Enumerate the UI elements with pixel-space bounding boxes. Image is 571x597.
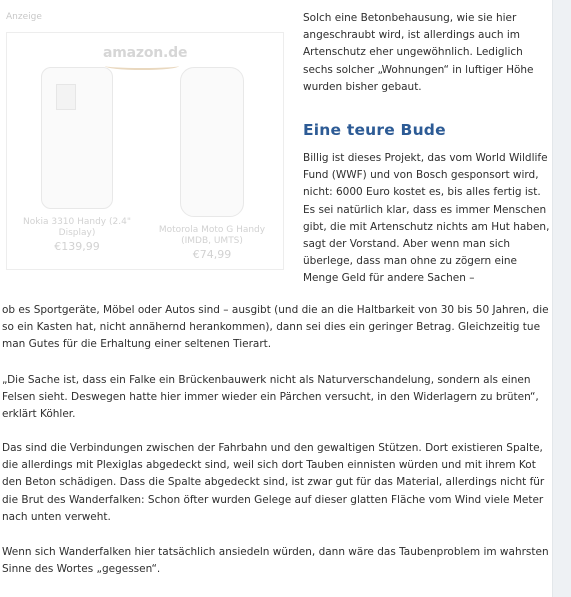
ad-product-price: €139,99 [54,240,100,253]
article-paragraph-1-end: ob es Sportgeräte, Möbel oder Autos sind – ausgibt (und die an die Haltbarkeit von 30 bis 50 Jahren, die so ein Kasten hat, nicht annähernd herankommen), dann sei dies ein geringer Betrag. Gleichzeitig tue man Gutes für die Erhaltung einer seltenen Tierart. [2,304,549,351]
ad-product-name: Motorola Moto G Handy (IMDB, UMTS) [158,225,266,246]
section-heading: Eine teure Bude [303,121,446,139]
article-paragraph-2: „Die Sache ist, dass ein Falke ein Brückenbauwerk nicht als Naturverschandelung, sondern als einen Felsen sieht. Deswegen hatte hier immer wieder ein Pärchen versucht, in den Widerlagern zu brüten“, erklärt Köhler. [2,374,539,421]
ad-label: Anzeige [6,12,42,22]
ad-product-name: Nokia 3310 Handy (2.4" Display) [23,217,131,238]
article-paragraph-3: Das sind die Verbindungen zwischen der Fahrbahn und den gewaltigen Stützen. Dort existieren Spalte, die allerdings mit Plexiglas abgedeckt sind, weil sich dort Tauben einnisten würden und mit ihrem Kot den Beton schädigen. Dass die Spalte abgedeckt sind, ist zwar gut für das Material, allerdings nicht für die Brut des Wanderfalken: Schon öfter wurden Gelege auf dieser glatten Fläche vom Wind viele Meter nach unten verweht. [2,442,545,523]
right-sidebar-strip [552,0,571,597]
phone-screen-icon [56,84,76,110]
phone-image-icon [180,67,244,217]
article-intro-paragraph: Solch eine Betonbehausung, wie sie hier angeschraubt wird, ist allerdings auch im Artenschutz eher ungewöhnlich. Lediglich sechs solcher „Wohnungen“ in luftiger Höhe wurden bisher gebaut. [303,12,534,93]
amazon-logo: amazon.de [103,45,188,61]
ad-product-2[interactable] [152,55,272,261]
phone-image-icon [41,67,113,209]
article-paragraph-1-start: Billig ist dieses Projekt, das vom World Wildlife Fund (WWF) und von Bosch gesponsort wird, nicht: 6000 Euro kostet es, bis alles fertig ist. Es sei natürlich klar, dass es immer Menschen gibt, die mit Artenschutz nichts am Hut haben, sagt der Vorstand. Aber wenn man sich überlege, dass man ohne zu zögern eine Menge Geld für andere Sachen – [303,152,550,285]
ad-product-price: €74,99 [192,248,232,261]
article-paragraph-4: Wenn sich Wanderfalken hier tatsächlich ansiedeln würden, dann wäre das Taubenproblem im wahrsten Sinne des Wortes „gegessen“. [2,546,549,576]
ad-product-1[interactable] [17,55,137,253]
amazon-ad-banner[interactable] [6,32,284,270]
